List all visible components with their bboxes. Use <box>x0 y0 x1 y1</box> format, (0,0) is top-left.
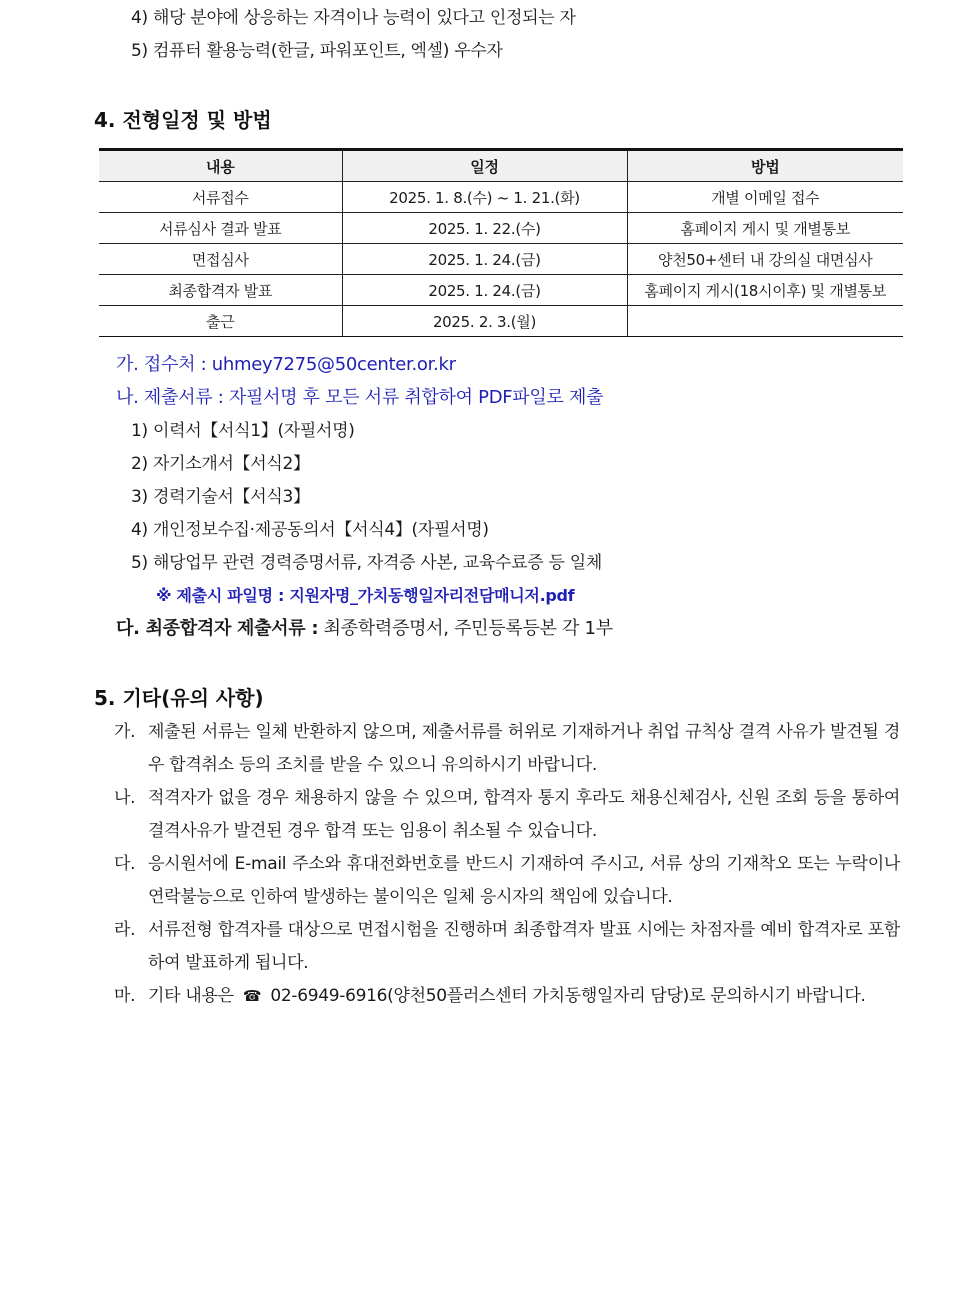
telephone-icon: ☎ <box>242 987 262 1005</box>
cell-content: 출근 <box>99 306 342 337</box>
table-header-row <box>99 150 903 182</box>
item-marker: 다. <box>114 854 136 874</box>
notice-item-ga <box>114 716 900 782</box>
cell-method: 홈페이지 게시(18시이후) 및 개별통보 <box>627 275 903 306</box>
cell-content: 최종합격자 발표 <box>99 275 342 306</box>
cell-method: 홈페이지 게시 및 개별통보 <box>627 213 903 244</box>
cell-method: 개별 이메일 접수 <box>627 182 903 213</box>
item-text: 컴퓨터 활용능력(한글, 파워포인트, 엑셀) 우수자 <box>152 41 503 61</box>
submission-documents-heading: 나. 제출서류 : 자필서명 후 모든 서류 취합하여 PDF파일로 제출 <box>116 387 604 408</box>
submission-email: 가. 접수처 : uhmey7275@50center.or.kr <box>116 354 456 375</box>
contact-prefix: 기타 내용은 <box>148 986 234 1006</box>
section-5-title: 5. 기타(유의 사항) <box>94 686 264 710</box>
final-documents <box>116 617 613 641</box>
notice-item-da <box>114 848 900 914</box>
final-documents-label: 다. 최종합격자 제출서류 : <box>116 618 319 639</box>
table-row <box>99 213 903 244</box>
qualification-item-5 <box>131 39 503 63</box>
cell-schedule: 2025. 1. 8.(수) ~ 1. 21.(화) <box>342 182 627 213</box>
table-row <box>99 306 903 337</box>
item-marker: 4) <box>131 8 148 28</box>
schedule-table <box>99 148 903 337</box>
item-marker: 가. <box>114 722 136 742</box>
notice-item-na <box>114 782 900 848</box>
document-item-3: 3) 경력기술서【서식3】 <box>131 487 310 507</box>
filename-note: ※ 제출시 파일명 : 지원자명_가치동행일자리전담매니저.pdf <box>156 586 575 605</box>
item-marker: 나. <box>114 788 136 808</box>
document-item-4: 4) 개인정보수집·제공동의서【서식4】(자필서명) <box>131 520 489 540</box>
item-marker: 5) <box>131 41 148 61</box>
item-text: 서류전형 합격자를 대상으로 면접시험을 진행하며 최종합격자 발표 시에는 차점자를 예비 합격자로 포함하여 발표하게 됩니다. <box>148 920 900 973</box>
header-content: 내용 <box>99 150 342 182</box>
contact-text <box>114 980 900 1013</box>
document-item-5: 5) 해당업무 관련 경력증명서류, 자격증 사본, 교육수료증 등 일체 <box>131 553 602 573</box>
notice-item-ma <box>114 980 900 1013</box>
cell-schedule: 2025. 1. 22.(수) <box>342 213 627 244</box>
item-marker: 마. <box>114 986 136 1006</box>
item-text: 응시원서에 E-mail 주소와 휴대전화번호를 반드시 기재하여 주시고, 서류 상의 기재착오 또는 누락이나 연락불능으로 인하여 발생하는 불이익은 일체 응시자의 책임에 있습니다. <box>148 854 900 907</box>
contact-phone-text: 02-6949-6916(양천50플러스센터 가치동행일자리 담당)로 문의하시기 바랍니다. <box>270 986 866 1006</box>
item-marker: 라. <box>114 920 136 940</box>
cell-method: 양천50+센터 내 강의실 대면심사 <box>627 244 903 275</box>
header-schedule: 일정 <box>342 150 627 182</box>
cell-content: 면접심사 <box>99 244 342 275</box>
qualification-item-4 <box>131 6 576 30</box>
cell-method <box>627 306 903 337</box>
section-4-title: 4. 전형일정 및 방법 <box>94 108 272 132</box>
cell-content: 서류심사 결과 발표 <box>99 213 342 244</box>
table-row <box>99 182 903 213</box>
table-row <box>99 244 903 275</box>
cell-schedule: 2025. 1. 24.(금) <box>342 275 627 306</box>
document-item-2: 2) 자기소개서【서식2】 <box>131 454 310 474</box>
item-text: 제출된 서류는 일체 반환하지 않으며, 제출서류를 허위로 기재하거나 취업 규칙상 결격 사유가 발견될 경우 합격취소 등의 조치를 받을 수 있으니 유의하시기 바랍니다. <box>148 722 900 775</box>
cell-schedule: 2025. 1. 24.(금) <box>342 244 627 275</box>
final-documents-text: 최종학력증명서, 주민등록등본 각 1부 <box>323 618 613 639</box>
document-item-1: 1) 이력서【서식1】(자필서명) <box>131 421 355 441</box>
cell-schedule: 2025. 2. 3.(월) <box>342 306 627 337</box>
table-row <box>99 275 903 306</box>
cell-content: 서류접수 <box>99 182 342 213</box>
notice-item-ra <box>114 914 900 980</box>
header-method: 방법 <box>627 150 903 182</box>
item-text: 적격자가 없을 경우 채용하지 않을 수 있으며, 합격자 통지 후라도 채용신체검사, 신원 조회 등을 통하여 결격사유가 발견된 경우 합격 또는 임용이 취소될 수 있습니다. <box>148 788 900 841</box>
item-text: 해당 분야에 상응하는 자격이나 능력이 있다고 인정되는 자 <box>152 8 576 28</box>
